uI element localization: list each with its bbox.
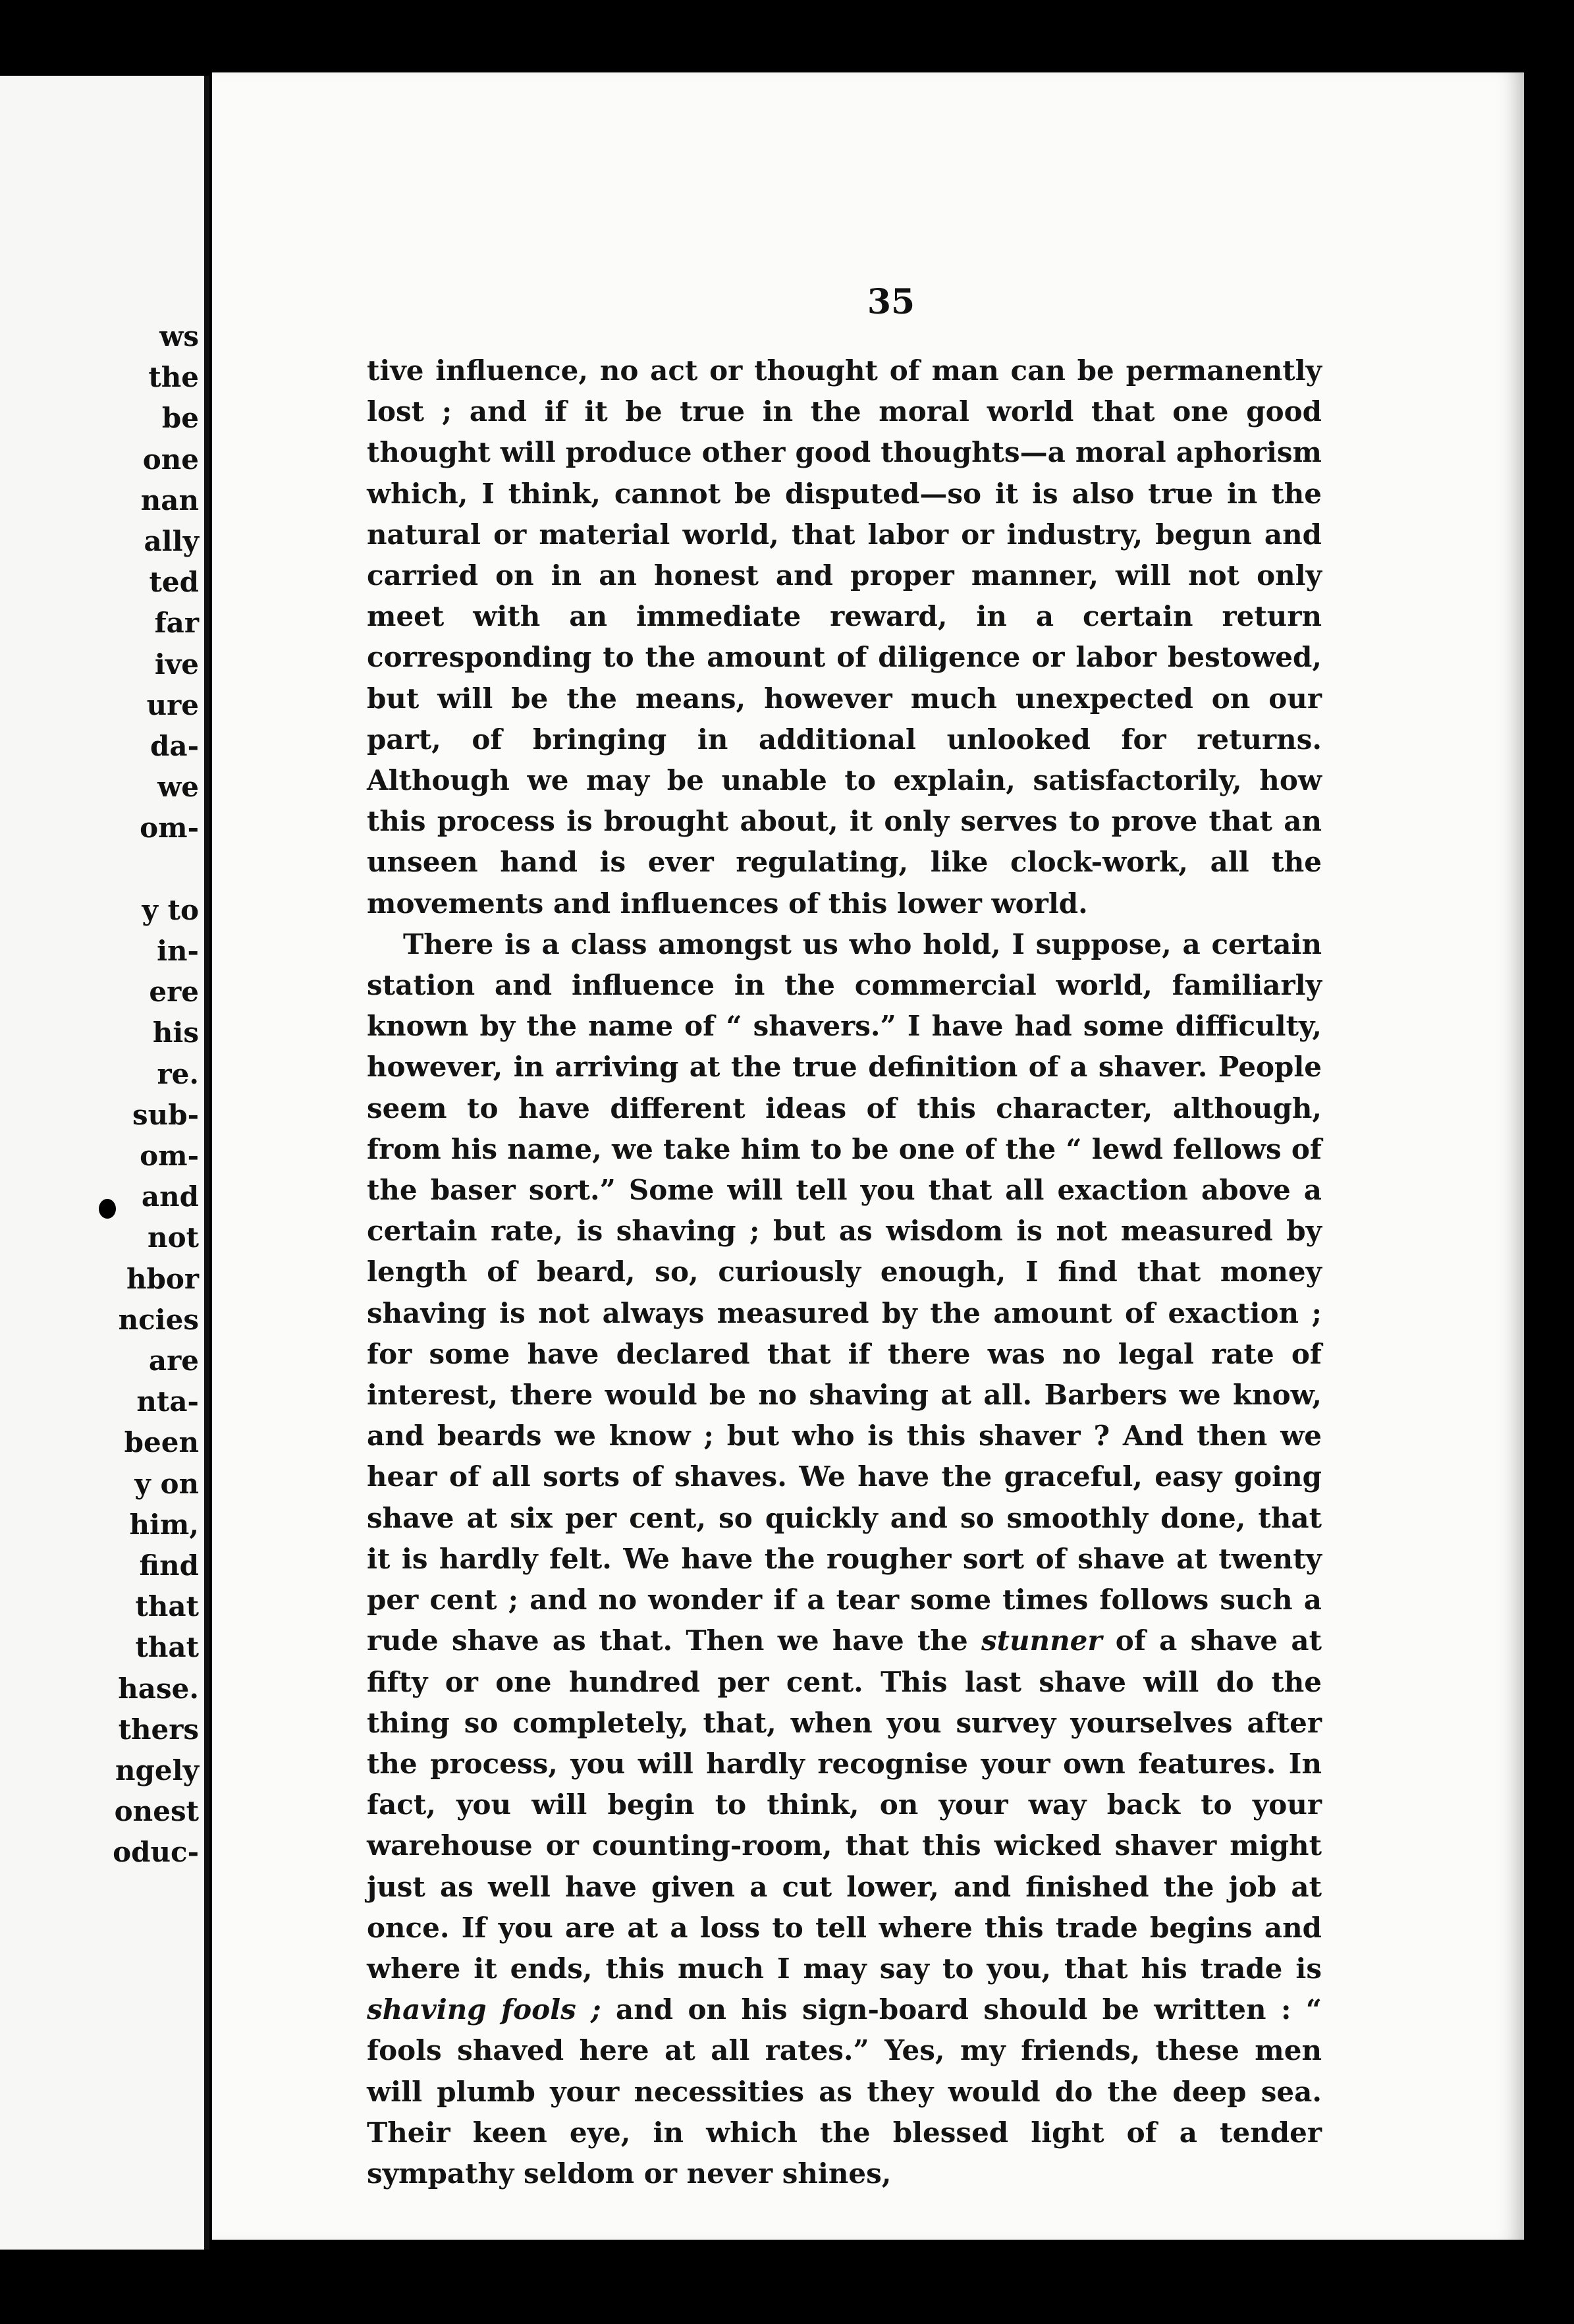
left-page-line: ted <box>149 566 199 599</box>
paragraph-1: tive influence, no act or thought of man can be permanently lost ; and if it be true in the moral world that one good thought will produce other good thoughts—a moral aphorism which, I think, cannot be disputed—so it is also true in the natural or material world, that labor or industry, begun and carried on in an honest and proper manner, will not only meet with an immediate reward, in a certain return corresponding to the amount of diligence or labor bestowed, but will be the means, however much unexpected on our part, of bringing in additional unlooked for returns. Although we may be unable to explain, satisfactorily, how this process is brought about, it only serves to prove that an unseen hand is ever regulating, like clock-work, all the movements and influences of this lower world. <box>367 354 1322 920</box>
italic-shaving-fools: shaving fools ; <box>367 1993 601 2026</box>
left-page-line: be <box>161 402 199 435</box>
left-page-line: the <box>148 361 199 394</box>
left-page-line: ere <box>149 976 199 1009</box>
left-page-line: in- <box>157 935 199 967</box>
left-page-line: om- <box>140 1140 199 1172</box>
left-page-line: re. <box>157 1057 199 1090</box>
left-page-line: one <box>142 443 199 476</box>
paragraph-2-part-c: and on his sign-board should be written : “ fools shaved here at all rates.” Yes, my friends, these men will plumb your necessities as they would do the deep sea. Their keen eye, in which the blessed light of a tender sympathy seldom or never shines, <box>367 1993 1322 2190</box>
left-page-line: that <box>135 1631 199 1664</box>
left-page-line: hbor <box>126 1262 199 1295</box>
left-page-line: ws <box>159 320 199 352</box>
left-page-line: ure <box>146 688 199 721</box>
left-page-line: y to <box>142 893 199 926</box>
paragraph-2-part-a: There is a class amongst us who hold, I suppose, a certain station and influence in the commercial world, familiarly known by the name of “ shavers.” I have had some difficulty, however, in arriving at the true definition of a shaver. People seem to have different ideas of this character, although, from his name, we take him to be one of the “ lewd fellows of the baser sort.” Some will tell you that all exaction above a certain rate, is shaving ; but as wisdom is not measured by length of beard, so, curiously enough, I find that money shaving is not always measured by the amount of exaction ; for some have declared that if there was no legal rate of interest, there would be no shaving at all. Barbers we know, and beards we know ; but who is this shaver ? And then we hear of all sorts of shaves. We have the graceful, easy going shave at six per cent, so quickly and so smoothly done, that it is hardly felt. We have the rougher sort of shave at twenty per cent ; and no wonder if a tear some times follows such a rude shave as that. Then we have the <box>367 927 1322 1657</box>
left-page-line: are <box>148 1344 199 1377</box>
left-page-line: sub- <box>132 1098 199 1131</box>
page-number: 35 <box>867 282 915 322</box>
left-page-line: we <box>157 771 199 804</box>
left-page-line: ive <box>154 648 199 680</box>
left-page-line: y on <box>134 1467 199 1500</box>
left-page-line: da- <box>149 730 199 762</box>
italic-stunner: stunner <box>981 1624 1102 1657</box>
page-body <box>367 350 1322 2194</box>
previous-page-edge <box>0 76 209 2250</box>
left-page-line: oduc- <box>113 1836 199 1869</box>
left-page-line: and <box>141 1180 199 1213</box>
left-page-line: om- <box>140 812 199 844</box>
left-page-line: nta- <box>136 1385 199 1418</box>
paragraph-2-part-b: of a shave at fifty or one hundred per cent. This last shave will do the thing so completely, that, when you survey yourselves after the process, you will hardly recognise your own features. In fact, you will begin to think, on your way back to your warehouse or counting-room, that this wicked shaver might just as well have given a cut lower, and finished the job at once. If you are at a loss to tell where this trade begins and where it ends, this much I may say to you, that his trade is <box>367 1624 1322 1985</box>
left-page-line: his <box>152 1016 199 1049</box>
left-page-line: ncies <box>118 1303 199 1336</box>
left-page-line: nan <box>140 484 199 516</box>
left-page-line: not <box>148 1221 199 1254</box>
left-page-line: ally <box>144 525 199 557</box>
left-page-line: hase. <box>118 1672 199 1705</box>
left-page-line: been <box>124 1426 199 1459</box>
left-page-line: onest <box>114 1795 199 1828</box>
left-page-line: far <box>154 607 199 640</box>
paragraph-2 <box>367 924 1322 2194</box>
left-page-line: find <box>139 1549 199 1582</box>
left-page-line: that <box>135 1590 199 1623</box>
left-page-line: him, <box>129 1508 199 1541</box>
left-page-line: thers <box>118 1713 199 1746</box>
book-page <box>212 72 1524 2240</box>
ink-dot <box>99 1199 116 1219</box>
left-page-line: ngely <box>115 1754 199 1786</box>
